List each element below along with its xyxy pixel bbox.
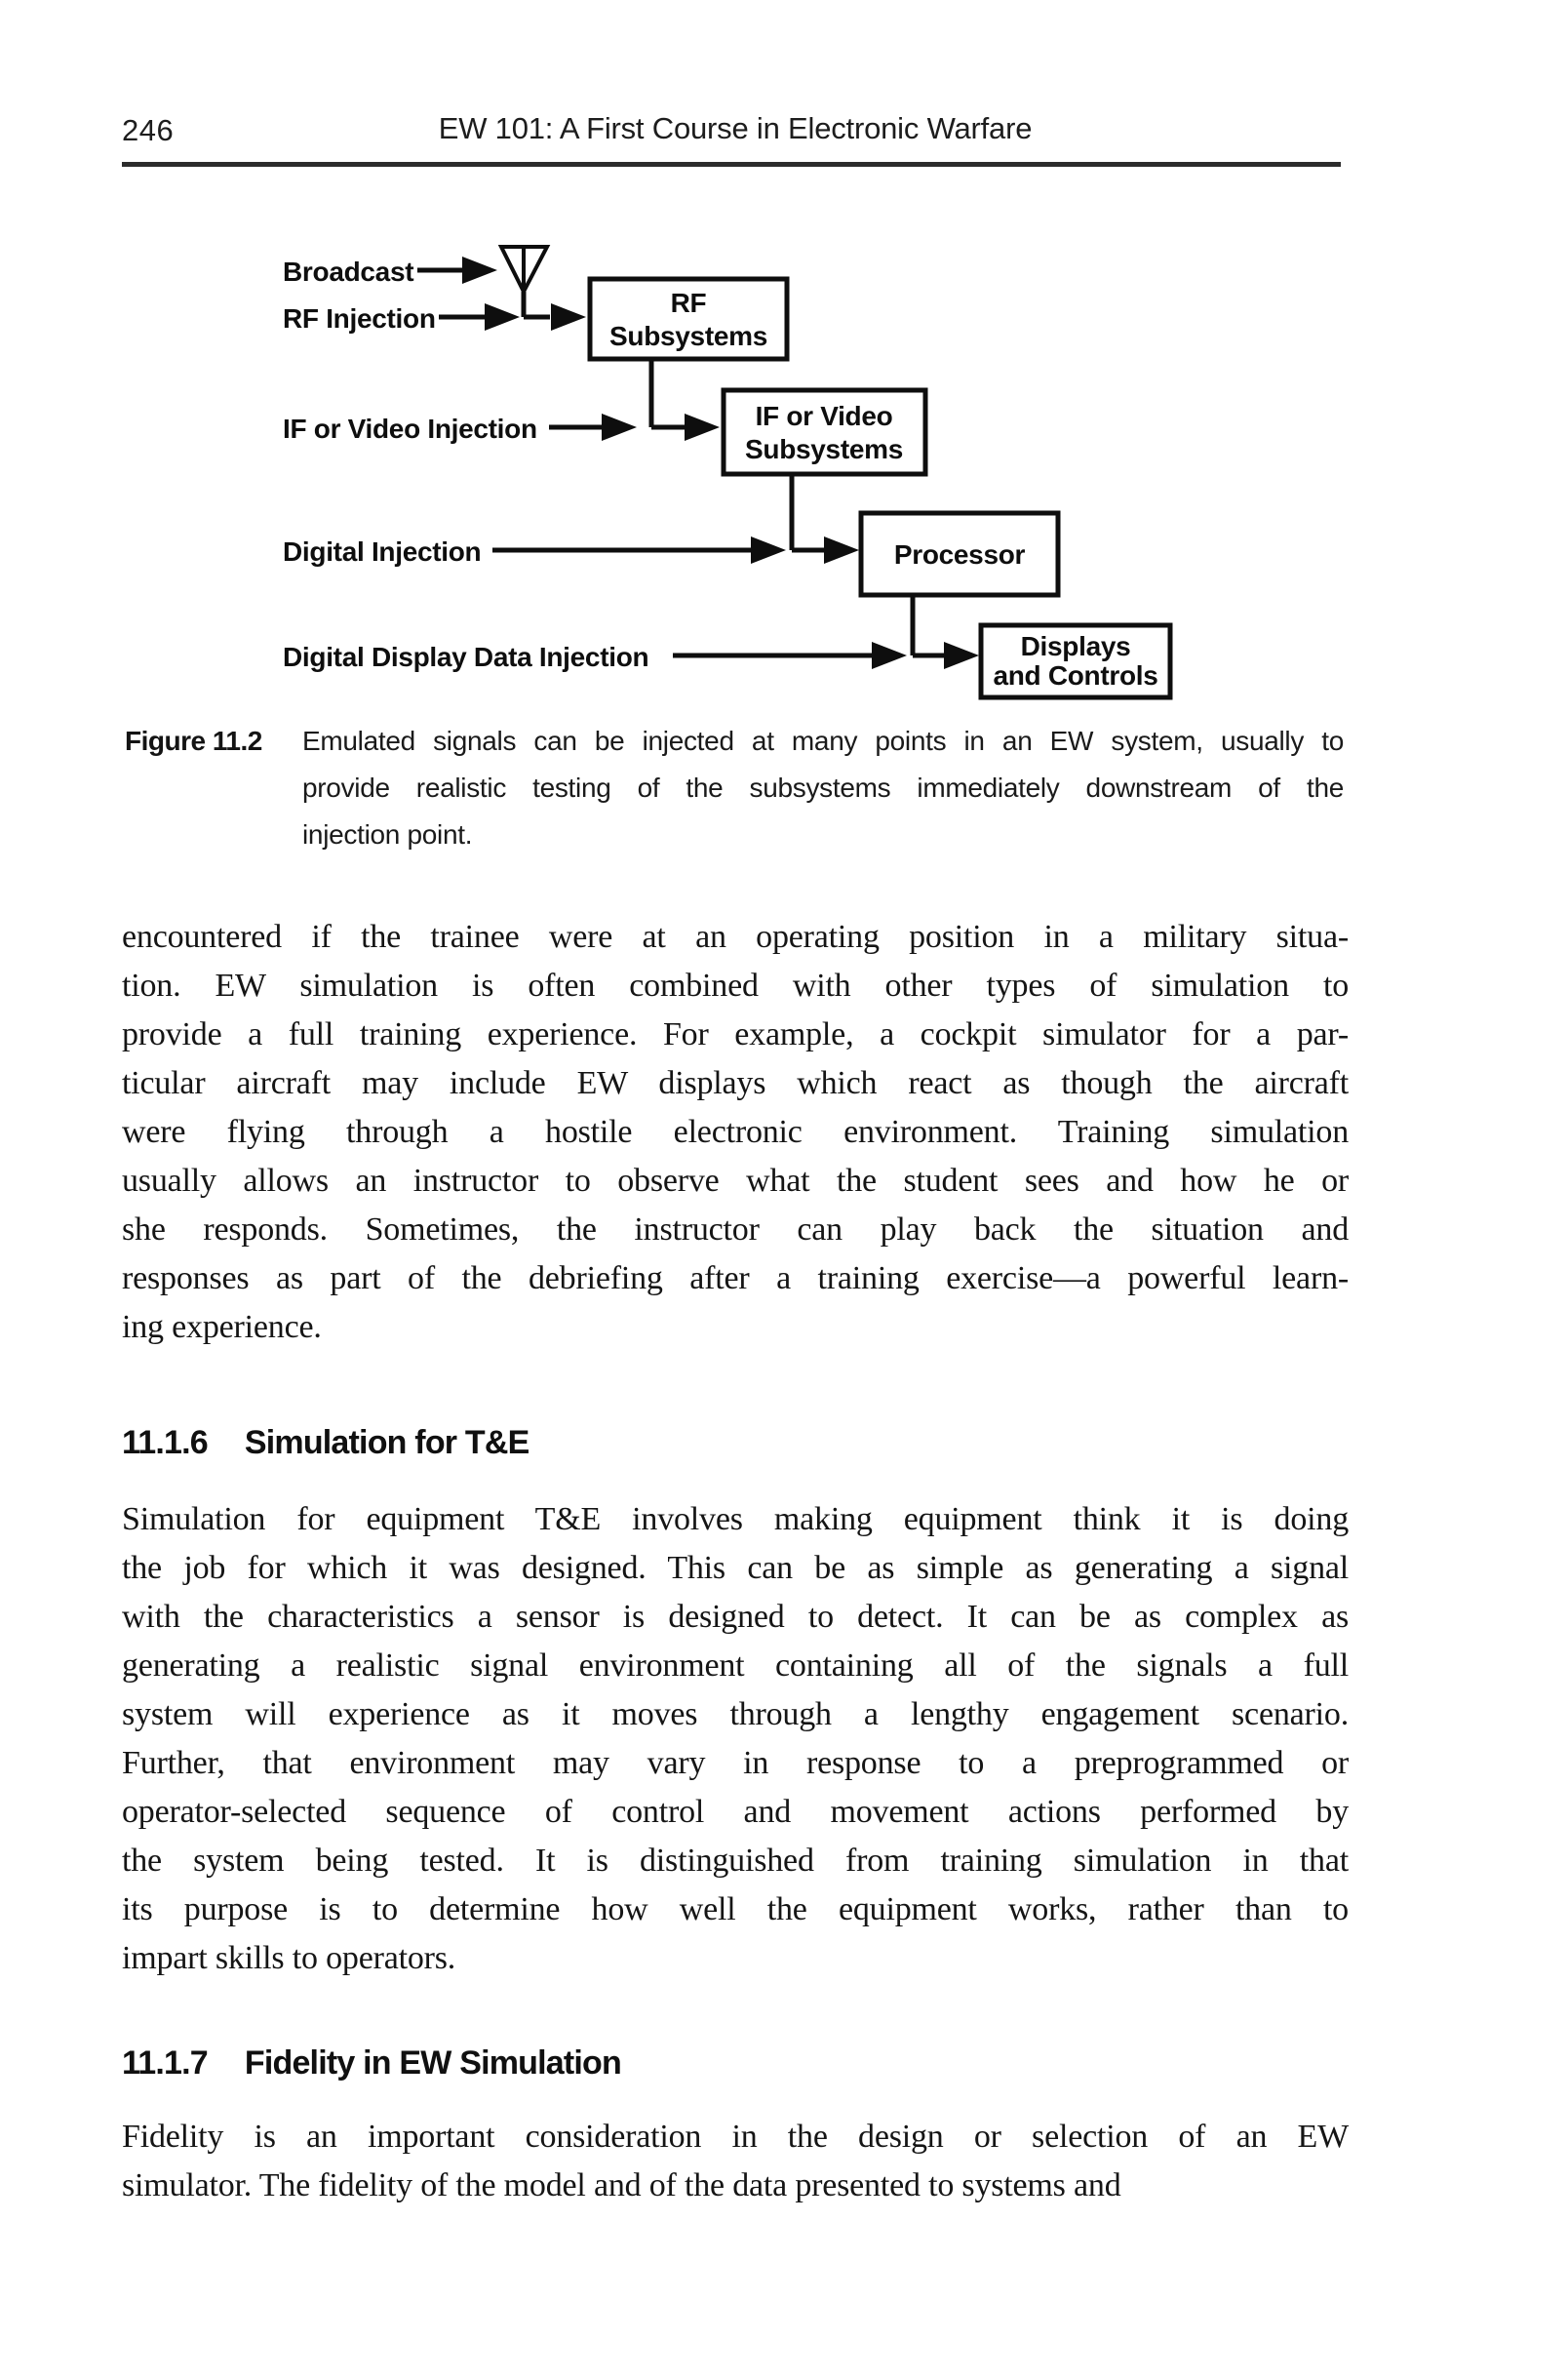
text-line: with the characteristics a sensor is designed to detect. It can be as complex as bbox=[122, 1599, 1349, 1635]
box-displays-line2: and Controls bbox=[993, 660, 1158, 691]
caption-line: Emulated signals can be injected at many points in an EW system, usually to bbox=[302, 726, 1344, 756]
box-processor bbox=[861, 513, 1058, 595]
paragraph-training-simulation bbox=[122, 913, 1349, 1352]
text-line: Further, that environment may vary in response to a preprogrammed or bbox=[122, 1745, 1349, 1781]
caption-line: provide realistic testing of the subsystems immediately downstream of the bbox=[302, 773, 1344, 803]
section-heading-11-1-7 bbox=[122, 2044, 1349, 2082]
section-number: 11.1.7 bbox=[122, 2044, 208, 2082]
box-processor-line1: Processor bbox=[893, 539, 1026, 570]
text-line: ing experience. bbox=[122, 1309, 322, 1345]
section-title: Simulation for T&E bbox=[244, 1424, 529, 1461]
section-title: Fidelity in EW Simulation bbox=[244, 2044, 621, 2082]
figure-diagram bbox=[0, 234, 1568, 722]
figure-caption bbox=[302, 718, 1344, 858]
label-rf-injection: RF Injection bbox=[283, 303, 436, 334]
text-line: Fidelity is an important consideration in the design or selection of an EW bbox=[122, 2119, 1349, 2155]
box-displays-line1: Displays bbox=[1020, 631, 1131, 661]
box-if-line1: IF or Video bbox=[755, 401, 893, 431]
box-rf-line1: RF bbox=[670, 288, 707, 318]
figure-caption-label: Figure 11.2 bbox=[125, 726, 262, 756]
text-line: the system being tested. It is distinguished from training simulation in that bbox=[122, 1843, 1349, 1879]
running-header bbox=[122, 111, 1349, 146]
box-displays-controls bbox=[981, 625, 1170, 697]
label-digital-injection: Digital Injection bbox=[283, 536, 482, 567]
section-heading-11-1-6 bbox=[122, 1424, 1349, 1462]
text-line: provide a full training experience. For example, a cockpit simulator for a par- bbox=[122, 1016, 1349, 1052]
label-digital-display-injection: Digital Display Data Injection bbox=[283, 642, 649, 672]
box-if-video-subsystems bbox=[724, 390, 925, 474]
running-title: EW 101: A First Course in Electronic Warfare bbox=[438, 111, 1033, 145]
arrow-digital-injection bbox=[492, 536, 859, 564]
text-line: impart skills to operators. bbox=[122, 1940, 456, 1976]
box-rf-subsystems bbox=[590, 279, 787, 359]
text-line: tion. EW simulation is often combined with other types of simulation to bbox=[122, 968, 1349, 1004]
text-line: the job for which it was designed. This can be as simple as generating a signal bbox=[122, 1550, 1349, 1586]
antenna-icon bbox=[501, 247, 547, 317]
paragraph-fidelity bbox=[122, 2113, 1349, 2210]
label-broadcast: Broadcast bbox=[283, 257, 414, 287]
arrow-broadcast bbox=[417, 257, 497, 284]
caption-line: injection point. bbox=[302, 819, 473, 850]
text-line: operator-selected sequence of control and movement actions performed by bbox=[122, 1794, 1349, 1830]
text-line: Simulation for equipment T&E involves making equipment think it is doing bbox=[122, 1501, 1349, 1537]
arrow-rf-injection bbox=[439, 303, 586, 331]
text-line: system will experience as it moves through a lengthy engagement scenario. bbox=[122, 1696, 1349, 1732]
text-line: were flying through a hostile electronic environment. Training simulation bbox=[122, 1114, 1349, 1150]
box-if-line2: Subsystems bbox=[745, 434, 903, 464]
text-line: usually allows an instructor to observe what the student sees and how he or bbox=[122, 1163, 1349, 1199]
text-line: encountered if the trainee were at an operating position in a military situa- bbox=[122, 919, 1349, 955]
label-if-video-injection: IF or Video Injection bbox=[283, 414, 537, 444]
text-line: simulator. The fidelity of the model and of the data presented to systems and bbox=[122, 2167, 1121, 2203]
page-number: 246 bbox=[122, 113, 175, 147]
text-line: responses as part of the debriefing after a training exercise—a powerful learn- bbox=[122, 1260, 1349, 1296]
section-number: 11.1.6 bbox=[122, 1424, 208, 1461]
text-line: ticular aircraft may include EW displays which react as though the aircraft bbox=[122, 1065, 1349, 1101]
box-rf-line2: Subsystems bbox=[609, 321, 767, 351]
arrow-digital-display-injection bbox=[673, 642, 979, 669]
header-rule bbox=[122, 162, 1341, 167]
text-line: generating a realistic signal environment containing all of the signals a full bbox=[122, 1647, 1349, 1684]
paragraph-simulation-for-te bbox=[122, 1495, 1349, 1983]
text-line: its purpose is to determine how well the equipment works, rather than to bbox=[122, 1891, 1349, 1927]
arrow-if-video-injection bbox=[549, 414, 720, 441]
text-line: she responds. Sometimes, the instructor can play back the situation and bbox=[122, 1211, 1349, 1248]
